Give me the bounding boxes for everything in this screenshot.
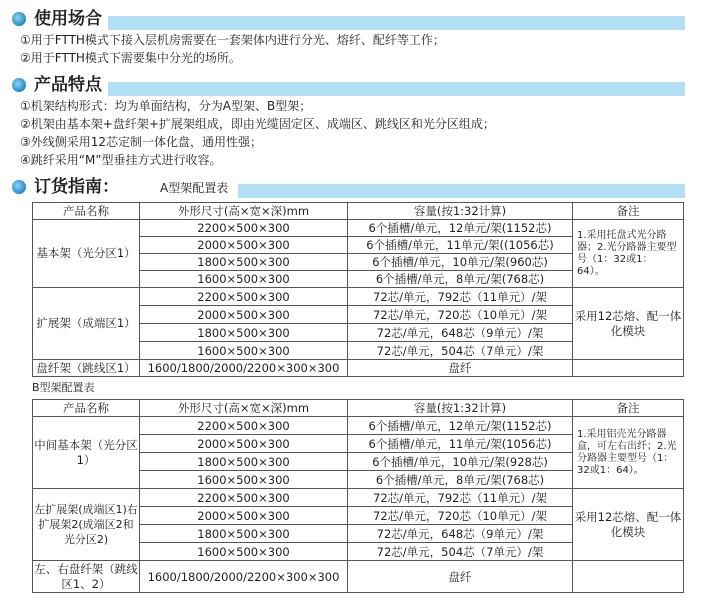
header-cell: 容量(按1:32计算) (348, 400, 573, 417)
table-row (33, 489, 684, 507)
size-cell: 1600×500×300 (140, 271, 348, 288)
capacity-cell: 盘纤 (348, 561, 573, 593)
capacity-cell: 6个插槽/单元，11单元/架((1056芯) (348, 237, 573, 254)
capacity-cell: 盘纤 (348, 360, 573, 377)
capacity-cell: 72芯/单元，648芯（9单元）/架 (348, 324, 573, 342)
capacity-cell: 6个插槽/单元，12单元/架(1152芯) (348, 220, 573, 237)
capacity-cell: 6个插槽/单元，10单元/架(928芯) (348, 453, 573, 471)
size-cell: 1600×500×300 (140, 543, 348, 561)
table-b-caption: B型架配置表 (32, 381, 95, 394)
section-features-header (0, 74, 708, 98)
table-header-row (33, 203, 684, 220)
size-cell: 1600×500×300 (140, 342, 348, 360)
size-cell: 1600/1800/2000/2200×300×300 (140, 360, 348, 377)
usage-line-1: ①用于FTTH模式下接入层机房需要在一套架体内进行分光、熔纤、配纤等工作； (20, 33, 445, 47)
size-cell: 2200×500×300 (140, 489, 348, 507)
table-row (33, 360, 684, 377)
note-cell (573, 360, 684, 377)
header-cell: 备注 (573, 203, 684, 220)
section-order-header (0, 176, 708, 200)
header-bar (108, 82, 685, 96)
size-cell: 1600/1800/2000/2200×300×300 (140, 561, 348, 593)
table-row (33, 417, 684, 435)
size-cell: 1800×500×300 (140, 525, 348, 543)
usage-line-2: ②用于FTTH模式下需要集中分光的场所。 (20, 51, 241, 65)
product-name-cell: 左、右盘纤架（跳线区1、2） (34, 561, 138, 591)
capacity-cell: 72芯/单元，792芯（11单元）/架 (348, 489, 573, 507)
table-row (33, 220, 684, 237)
features-line-2: ②机架由基本架+盘纤架+扩展架组成，即由光缆固定区、成端区、跳线区和光分区组成； (20, 117, 495, 131)
features-line-4: ④跳纤采用“M”型垂挂方式进行收容。 (20, 153, 222, 167)
section-title: 使用场合 (34, 9, 102, 29)
header-bar (238, 184, 685, 198)
capacity-cell: 6个插槽/单元，11单元/架(1056芯) (348, 435, 573, 453)
size-cell: 1800×500×300 (140, 453, 348, 471)
capacity-cell: 6个插槽/单元，8单元/架(768芯) (348, 271, 573, 288)
size-cell: 2000×500×300 (140, 507, 348, 525)
capacity-cell: 72芯/单元，504芯（7单元）/架 (348, 342, 573, 360)
size-cell: 2000×500×300 (140, 435, 348, 453)
section-title: 订货指南： (34, 177, 119, 197)
capacity-cell: 72芯/单元，648芯（9单元）/架 (348, 525, 573, 543)
section-usage-header (0, 8, 708, 32)
header-bar (108, 16, 685, 30)
bullet-icon (12, 180, 26, 194)
product-name-cell: 基本架（光分区1） (33, 220, 140, 288)
bullet-icon (12, 78, 26, 92)
header-cell: 外形尺寸(高×宽×深)mm (140, 203, 348, 220)
table-row (33, 288, 684, 306)
bullet-icon (12, 12, 26, 26)
table-b (32, 399, 684, 593)
capacity-cell: 72芯/单元，720芯（10单元）/架 (348, 507, 573, 525)
header-cell: 容量(按1:32计算) (348, 203, 573, 220)
size-cell: 1600×500×300 (140, 471, 348, 489)
size-cell: 2000×500×300 (140, 237, 348, 254)
note-cell (573, 561, 684, 593)
note-cell: 采用12芯熔、配一体化模块 (573, 489, 684, 561)
product-name-cell: 左扩展架(成端区1)右扩展架2(成端区2和光分区2) (33, 489, 140, 561)
header-cell: 产品名称 (33, 400, 140, 417)
capacity-cell: 6个插槽/单元，10单元/架(960芯) (348, 254, 573, 271)
size-cell: 2200×500×300 (140, 220, 348, 237)
product-name-cell: 扩展架（成端区1） (33, 288, 140, 360)
size-cell: 1800×500×300 (140, 324, 348, 342)
features-line-1: ①机架结构形式：均为单面结构，分为A型架、B型架； (20, 99, 312, 113)
note-cell: 1.采用铝壳光分路器盒，可左右出纤；2.光分路器主要型号（1：32或1：64）。 (573, 417, 684, 489)
header-cell: 外形尺寸(高×宽×深)mm (140, 400, 348, 417)
capacity-cell: 6个插槽/单元，8单元/架(768芯) (348, 471, 573, 489)
header-cell: 备注 (573, 400, 684, 417)
header-cell: 产品名称 (33, 203, 140, 220)
capacity-cell: 6个插槽/单元，12单元/架(1152芯) (348, 417, 573, 435)
table-a-caption: A型架配置表 (160, 181, 229, 195)
capacity-cell: 72芯/单元，504芯（7单元）/架 (348, 543, 573, 561)
section-title: 产品特点 (34, 75, 102, 95)
table-header-row (33, 400, 684, 417)
features-line-3: ③外线侧采用12芯定制一体化盘，通用性强； (20, 135, 263, 149)
table-row (33, 561, 684, 593)
note-cell: 采用12芯熔、配一体化模块 (573, 288, 684, 360)
product-name-cell: 中间基本架（光分区1） (33, 417, 140, 489)
capacity-cell: 72芯/单元，792芯（11单元）/架 (348, 288, 573, 306)
note-cell: 1.采用托盘式光分路器；2.光分路器主要型号（1：32或1：64）。 (573, 220, 684, 288)
table-a (32, 202, 684, 377)
size-cell: 2200×500×300 (140, 417, 348, 435)
size-cell: 2000×500×300 (140, 306, 348, 324)
size-cell: 2200×500×300 (140, 288, 348, 306)
size-cell: 1800×500×300 (140, 254, 348, 271)
product-name-cell: 盘纤架（跳线区1） (33, 360, 140, 377)
capacity-cell: 72芯/单元，720芯（10单元）/架 (348, 306, 573, 324)
